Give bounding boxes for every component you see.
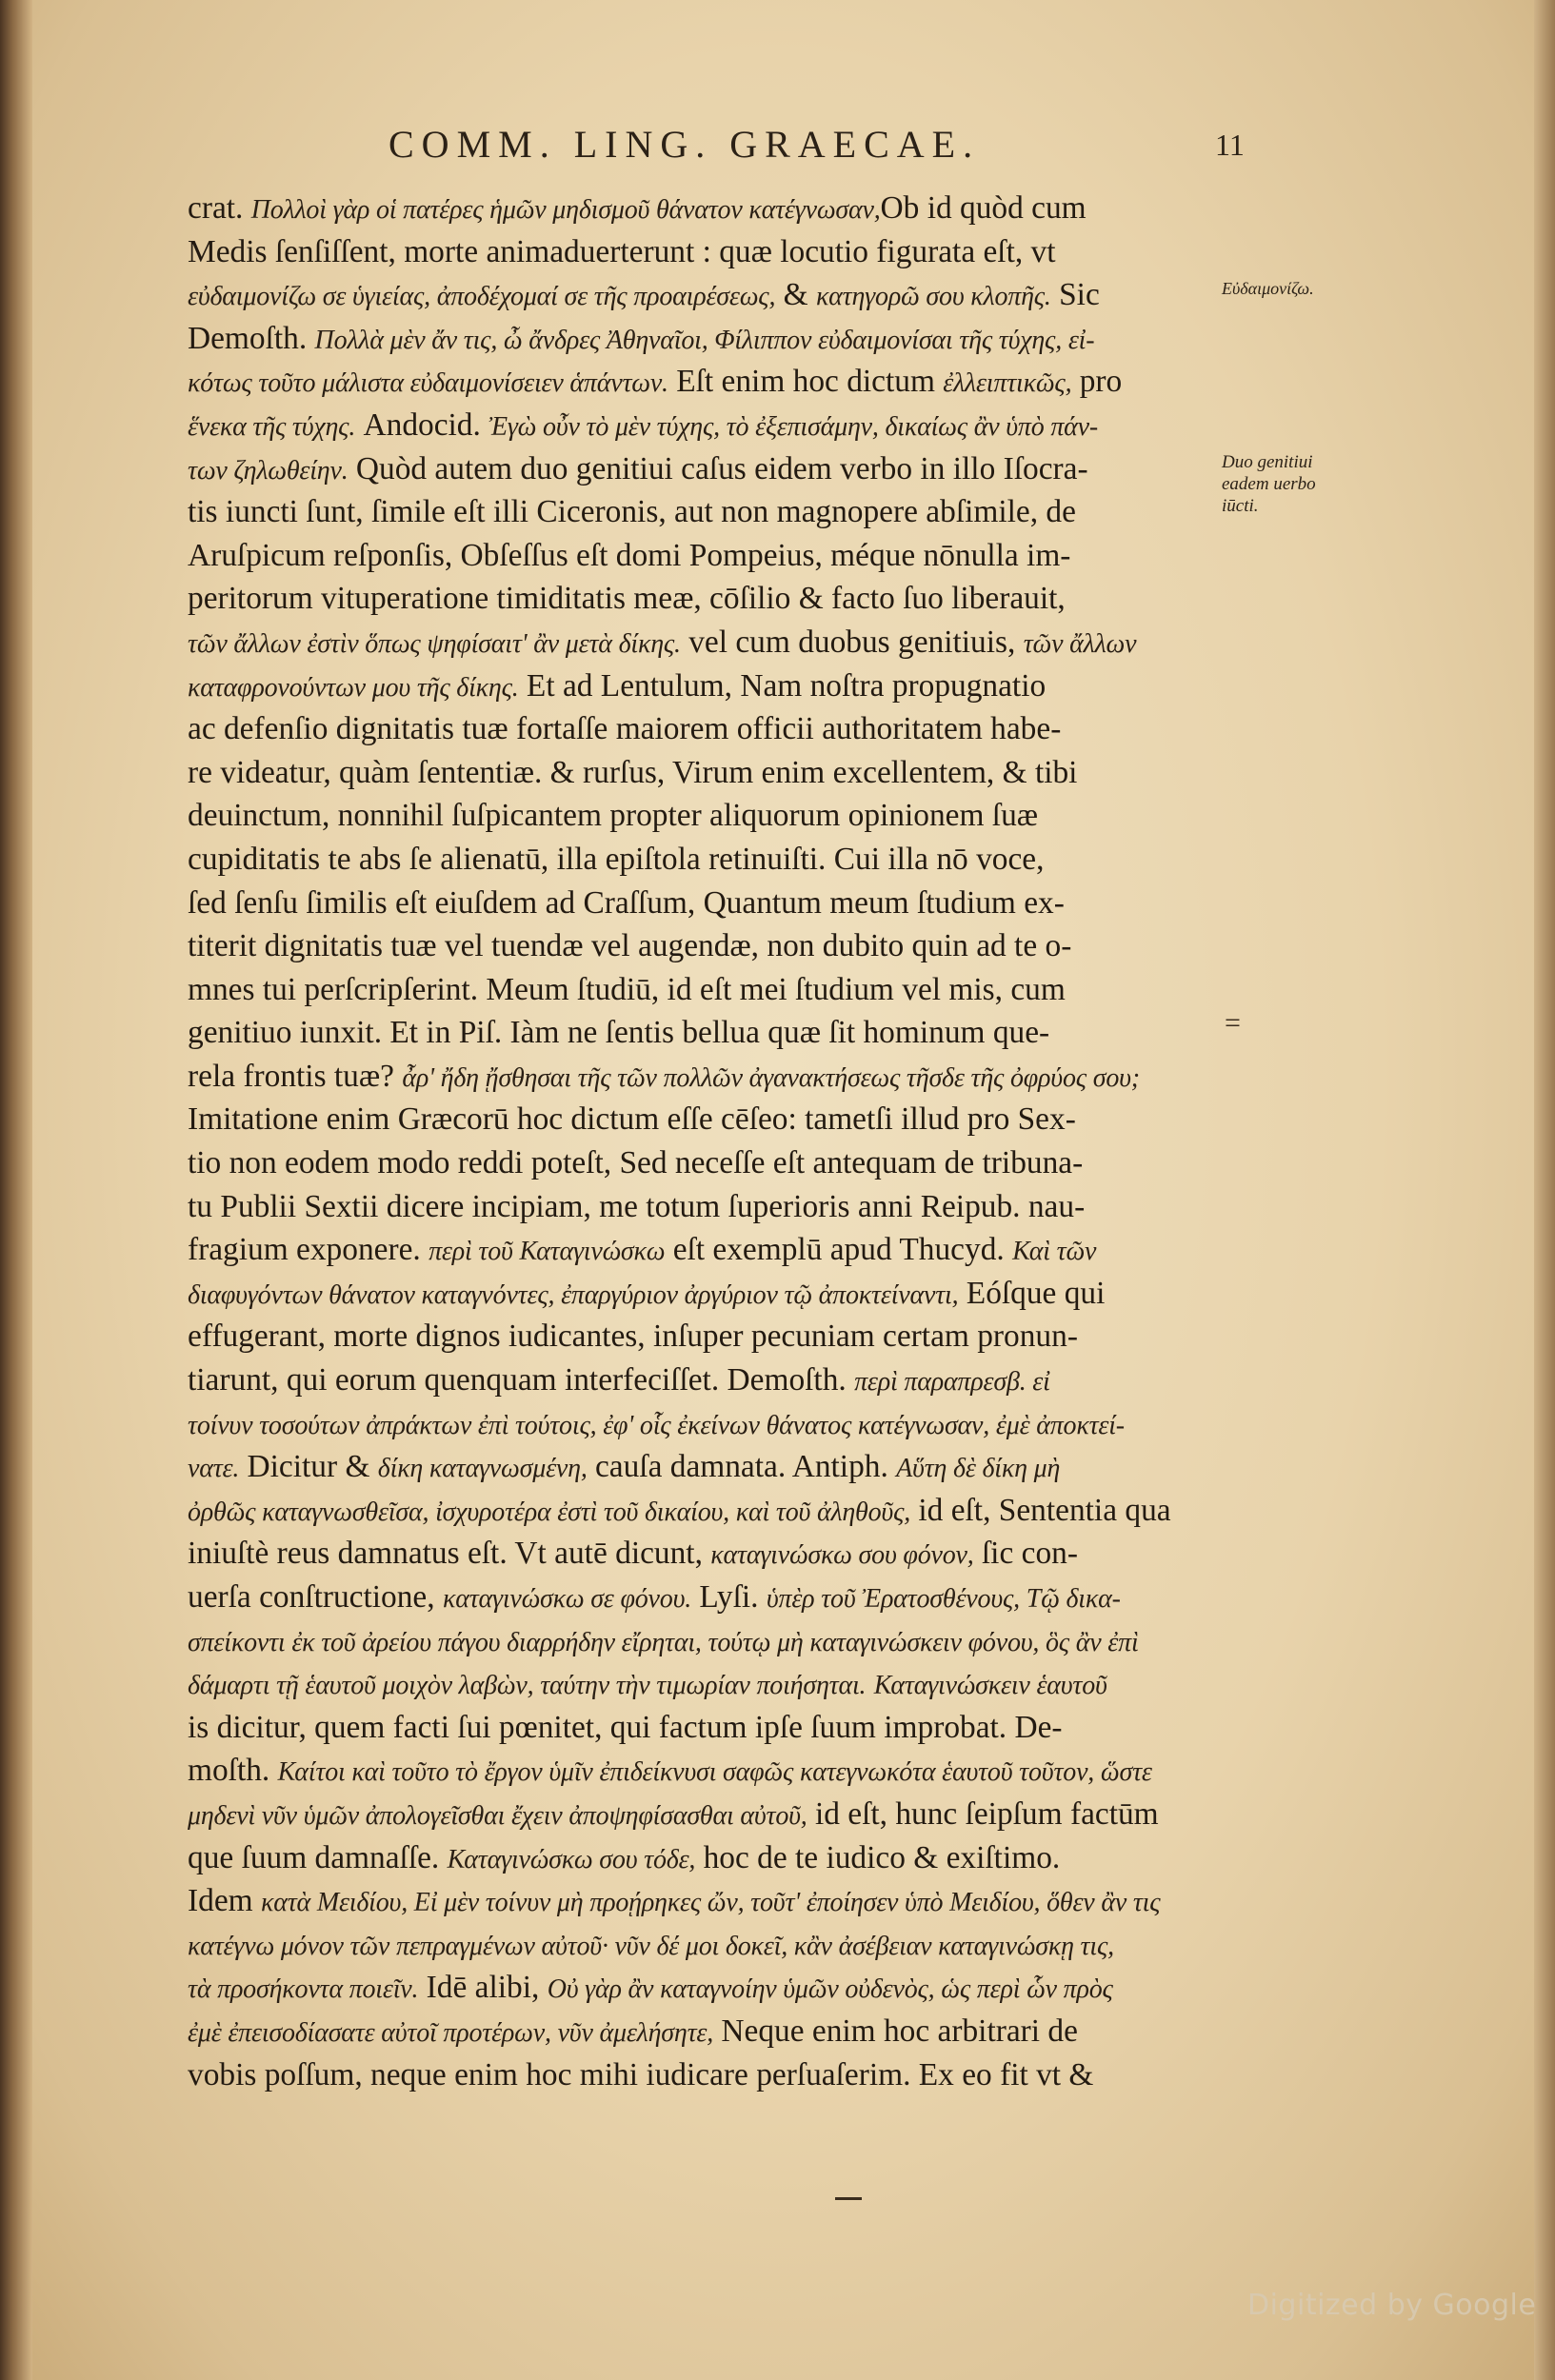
greek-text: ὑπὲρ τοῦ Ἐρατοσθένους, Τῷ δικα- <box>766 1584 1121 1614</box>
latin-text: vel cum duobus genitiuis, <box>680 624 1024 660</box>
page-number: 11 <box>1215 128 1245 162</box>
latin-text: Sic <box>1050 277 1100 313</box>
latin-text: Lyſi. <box>691 1579 767 1615</box>
margin-mark: = <box>1225 1007 1241 1039</box>
text-line <box>188 1098 1208 1141</box>
latin-text: ac defenſio dignitatis tuæ fortaſſe maiorem officii authoritatem habe- <box>188 711 1062 747</box>
text-line <box>188 794 1208 838</box>
greek-text: Καταγινώσκω σου τόδε, <box>447 1844 696 1874</box>
latin-text: cauſa damnata. Antiph. <box>587 1449 897 1485</box>
text-line <box>188 1489 1208 1533</box>
latin-text: iniuſtè reus damnatus eſt. Vt autē dicunt, <box>188 1536 711 1572</box>
latin-text: rela frontis tuæ? <box>188 1058 403 1094</box>
text-line <box>188 1359 1208 1402</box>
latin-text: Et ad Lentulum, Nam noſtra propugnatio <box>518 667 1047 704</box>
latin-text: fragium exponere. <box>188 1232 429 1268</box>
text-line <box>188 924 1208 968</box>
text-line <box>188 1576 1208 1619</box>
text-line <box>188 1619 1208 1663</box>
text-line <box>188 1836 1208 1880</box>
latin-text: id eſt, hunc ſeipſum factūm <box>807 1795 1159 1832</box>
latin-text: Neque enim hoc arbitrari de <box>713 2013 1078 2049</box>
text-line <box>188 1923 1208 1967</box>
latin-text: Demoſth. <box>188 320 315 356</box>
greek-text: περὶ τοῦ Καταγινώσκω <box>429 1237 666 1267</box>
text-line <box>188 1055 1208 1099</box>
greek-text: των ζηλωθείην. <box>188 455 349 486</box>
margin-note-duo-genitiui: Duo genitiui eadem uerbo iūcti. <box>1222 452 1316 516</box>
greek-text: ἆρ' ἤδη ᾔσθησαι τῆς τῶν πολλῶν ἀγανακτήσεως τῆσδε τῆς ὀφρύος σου; <box>402 1062 1140 1093</box>
text-line <box>188 882 1208 925</box>
latin-text: Aruſpicum reſponſis, Obſeſſus eſt domi Pompeius, méque nōnulla im- <box>188 537 1071 573</box>
latin-text: genitiuo iunxit. Et in Piſ. Iàm ne ſentis bellua quæ ſit hominum que- <box>188 1015 1050 1051</box>
text-line <box>188 751 1208 795</box>
latin-text: ſed ſenſu ſimilis eſt eiuſdem ad Craſſum, Quantum meum ſtudium ex- <box>188 884 1065 921</box>
latin-text: cupiditatis te abs ſe alienatū, illa epiſtola retinuiſti. Cui illa nō voce, <box>188 841 1045 877</box>
latin-text: peritorum vituperatione timiditatis meæ, cōſilio & facto ſuo liberauit, <box>188 581 1066 617</box>
latin-text: que ſuum damnaſſe. <box>188 1839 448 1875</box>
greek-text: κατέγνω μόνον τῶν πεπραγμένων αὐτοῦ· νῦν δέ μοι δοκεῖ, κἂν ἀσέβειαν καταγινώσκῃ τις, <box>188 1931 1114 1961</box>
text-line <box>188 1966 1208 2010</box>
greek-text: κατὰ Μειδίου, Εἰ μὲν τοίνυν μὴ προῄρηκες ὤν, τοῦτ' ἐποίησεν ὑπὸ Μειδίου, ὅθεν ἂν τις <box>260 1888 1161 1918</box>
greek-text: ὀρθῶς καταγνωσθεῖσα, ἰσχυροτέρα ἐστὶ τοῦ δικαίου, καὶ τοῦ ἀληθοῦς, <box>188 1497 911 1527</box>
text-line <box>188 1879 1208 1923</box>
page-edge <box>1534 0 1555 2380</box>
greek-text: κατηγορῶ σου κλοπῆς. <box>815 282 1051 312</box>
latin-text: uerſa conſtructione, <box>188 1579 443 1615</box>
page-header <box>190 122 1428 179</box>
greek-text: τῶν ἄλλων ἐστὶν ὅπως ψηφίσαιτ' ἂν μετὰ δίκης. <box>188 628 681 659</box>
greek-text: Καὶ τῶν <box>1012 1237 1097 1267</box>
greek-text: εὐδαιμονίζω σε ὑγιείας, ἀποδέχομαί σε τῆς προαιρέσεως, <box>188 282 776 312</box>
latin-text: titerit dignitatis tuæ vel tuendæ vel augendæ, non dubito quin ad te o- <box>188 928 1072 964</box>
latin-text: Eſt enim hoc dictum <box>668 364 944 400</box>
catchword-dash <box>835 2197 862 2200</box>
latin-text: is dicitur, quem facti ſui pœnitet, qui factum ipſe ſuum improbat. De- <box>188 1709 1063 1745</box>
text-line <box>188 1532 1208 1576</box>
body-text <box>188 187 1208 2096</box>
text-line <box>188 1315 1208 1359</box>
latin-text: mnes tui perſcripſerint. Meum ſtudiū, id eſt mei ſtudium vel mis, cum <box>188 971 1066 1007</box>
latin-text: tiarunt, qui eorum quenquam interfeciſſet. Demoſth. <box>188 1362 855 1398</box>
text-line <box>188 2053 1208 2097</box>
latin-text: tio non eodem modo reddi poteſt, Sed neceſſe eſt antequam de tribuna- <box>188 1145 1084 1181</box>
greek-text: μηδενὶ νῦν ὑμῶν ἀπολογεῖσθαι ἔχειν ἀποψηφίσασθαι αὐτοῦ, <box>188 1800 807 1831</box>
text-line <box>188 490 1208 534</box>
latin-text: pro <box>1071 364 1123 400</box>
latin-text: re videatur, quàm ſententiæ. & rurſus, Virum enim excellentem, & tibi <box>188 754 1078 790</box>
watermark: Digitized by Google <box>1247 2289 1537 2322</box>
latin-text: Andocid. <box>355 407 489 443</box>
text-line <box>188 1445 1208 1489</box>
latin-text <box>866 1666 873 1701</box>
greek-text: δίκη καταγνωσμένη, <box>377 1454 588 1484</box>
greek-text: νατε. <box>188 1454 240 1484</box>
greek-text: Αὕτη δὲ δίκη μὴ <box>896 1454 1061 1484</box>
text-line <box>188 838 1208 882</box>
text-line <box>188 1706 1208 1750</box>
text-line <box>188 1185 1208 1229</box>
text-line <box>188 1402 1208 1446</box>
greek-text: τῶν ἄλλων <box>1023 628 1137 659</box>
text-line <box>188 664 1208 708</box>
latin-text: tis iuncti ſunt, ſimile eſt illi Ciceronis, aut non magnopere abſimile, de <box>188 494 1076 530</box>
text-line <box>188 577 1208 621</box>
text-line <box>188 621 1208 664</box>
text-line <box>188 1141 1208 1185</box>
text-line <box>188 1749 1208 1793</box>
text-line <box>188 534 1208 578</box>
greek-text: καταγινώσκω σε φόνου. <box>442 1584 692 1614</box>
text-line <box>188 1272 1208 1316</box>
latin-text: Idē alibi, <box>418 1970 548 2006</box>
latin-text: eſt exemplū apud Thucyd. <box>665 1232 1013 1268</box>
text-line <box>188 1011 1208 1055</box>
latin-text: ſic con- <box>973 1536 1078 1572</box>
greek-text: τὰ προσήκοντα ποιεῖν. <box>188 1974 419 2005</box>
latin-text: Quòd autem duo genitiui caſus eidem verbo in illo Iſocra- <box>348 450 1088 486</box>
text-line <box>188 360 1208 404</box>
text-line <box>188 1793 1208 1836</box>
latin-text: Ob id quòd cum <box>880 190 1087 226</box>
greek-text: δάμαρτι τῇ ἑαυτοῦ μοιχὸν λαβὼν, ταύτην τὴν τιμωρίαν ποιήσηται. <box>188 1671 867 1701</box>
latin-text: tu Publii Sextii dicere incipiam, me totum ſuperioris anni Reipub. nau- <box>188 1188 1086 1224</box>
latin-text: deuinctum, nonnihil ſuſpicantem propter aliquorum opinionem ſuæ <box>188 798 1039 834</box>
greek-text: ἕνεκα τῆς τύχης. <box>188 411 356 442</box>
greek-text: ἐμὲ ἐπεισοδίασατε αὐτοῖ προτέρων, νῦν ἀμελήσητε, <box>188 2017 714 2048</box>
text-line <box>188 1228 1208 1272</box>
greek-text: τοίνυν τοσούτων ἀπράκτων ἐπὶ τούτοις, ἐφ' οἷς ἐκείνων θάνατος κατέγνωσαν, ἐμὲ ἀποκτεί- <box>188 1410 1125 1440</box>
text-line <box>188 1662 1208 1706</box>
text-line <box>188 404 1208 447</box>
text-line <box>188 273 1208 317</box>
latin-text: Imitatione enim Græcorū hoc dictum eſſe cēſeo: tametſi illud pro Sex- <box>188 1101 1076 1138</box>
greek-text: ἐλλειπτικῶς, <box>943 368 1072 399</box>
running-title: COMM. LING. GRAECAE. <box>389 123 981 166</box>
greek-text: Ἐγὼ οὖν τὸ μὲν τύχης, τὸ ἐξεπισάμην, δικαίως ἂν ὑπὸ πάν- <box>488 411 1098 442</box>
text-line <box>188 230 1208 274</box>
greek-text: σπείκοντι ἐκ τοῦ ἀρείου πάγου διαρρήδην εἴρηται, τούτῳ μὴ καταγινώσκειν φόνου, ὃς ἂν ἐπὶ <box>188 1627 1139 1657</box>
greek-text: Καίτοι καὶ τοῦτο τὸ ἔργον ὑμῖν ἐπιδείκνυσι σαφῶς κατεγνωκότα ἑαυτοῦ τοῦτον, ὥστε <box>277 1757 1152 1788</box>
greek-text: κότως τοῦτο μάλιστα εὐδαιμονίσειεν ἁπάντων. <box>188 368 668 399</box>
text-line <box>188 707 1208 751</box>
text-line <box>188 447 1208 491</box>
margin-note-eudaimonizo: Εὐδαιμονίζω. <box>1222 279 1314 298</box>
latin-text: crat. <box>188 190 251 226</box>
text-line <box>188 187 1208 230</box>
text-line <box>188 317 1208 361</box>
binding-edge <box>0 0 32 2380</box>
greek-text: Πολλοὶ γὰρ οἱ πατέρες ἡμῶν μηδισμοῦ θάνατον κατέγνωσαν, <box>250 195 881 225</box>
greek-text: καταφρονούντων μου τῆς δίκης. <box>188 672 519 703</box>
latin-text: vobis poſſum, neque enim hoc mihi iudicare perſuaſerim. Ex eo fit vt & <box>188 2056 1094 2092</box>
latin-text: Medis ſenſiſſent, morte animaduerterunt : quæ locutio figurata eſt, vt <box>188 233 1056 269</box>
latin-text: moſth. <box>188 1753 278 1789</box>
latin-text: Dicitur & <box>239 1449 378 1485</box>
text-line <box>188 968 1208 1012</box>
latin-text: Eóſque qui <box>958 1275 1106 1311</box>
greek-text: καταγινώσκω σου φόνον, <box>710 1540 974 1571</box>
latin-text: Idem <box>188 1883 261 1919</box>
greek-text: Καταγινώσκειν ἑαυτοῦ <box>873 1671 1107 1701</box>
latin-text: hoc de te iudico & exiſtimo. <box>695 1839 1061 1875</box>
latin-text: effugerant, morte dignos iudicantes, inſuper pecuniam certam pronun- <box>188 1319 1078 1355</box>
greek-text: Πολλὰ μὲν ἄν τις, ὦ ἄνδρες Ἀθηναῖοι, Φίλιππον εὐδαιμονίσαι τῆς τύχης, εἰ- <box>314 325 1095 355</box>
greek-text: διαφυγόντων θάνατον καταγνόντες, ἐπαργύριον ἀργύριον τῷ ἀποκτείναντι, <box>188 1279 959 1310</box>
greek-text: Οὐ γὰρ ἂν καταγνοίην ὑμῶν οὐδενὸς, ὡς περὶ ὧν πρὸς <box>547 1974 1113 2005</box>
text-line <box>188 2010 1208 2053</box>
latin-text: & <box>775 277 816 313</box>
greek-text: περὶ παραπρεσβ. εἰ <box>854 1367 1050 1398</box>
latin-text: id eſt, Sententia qua <box>910 1492 1171 1528</box>
